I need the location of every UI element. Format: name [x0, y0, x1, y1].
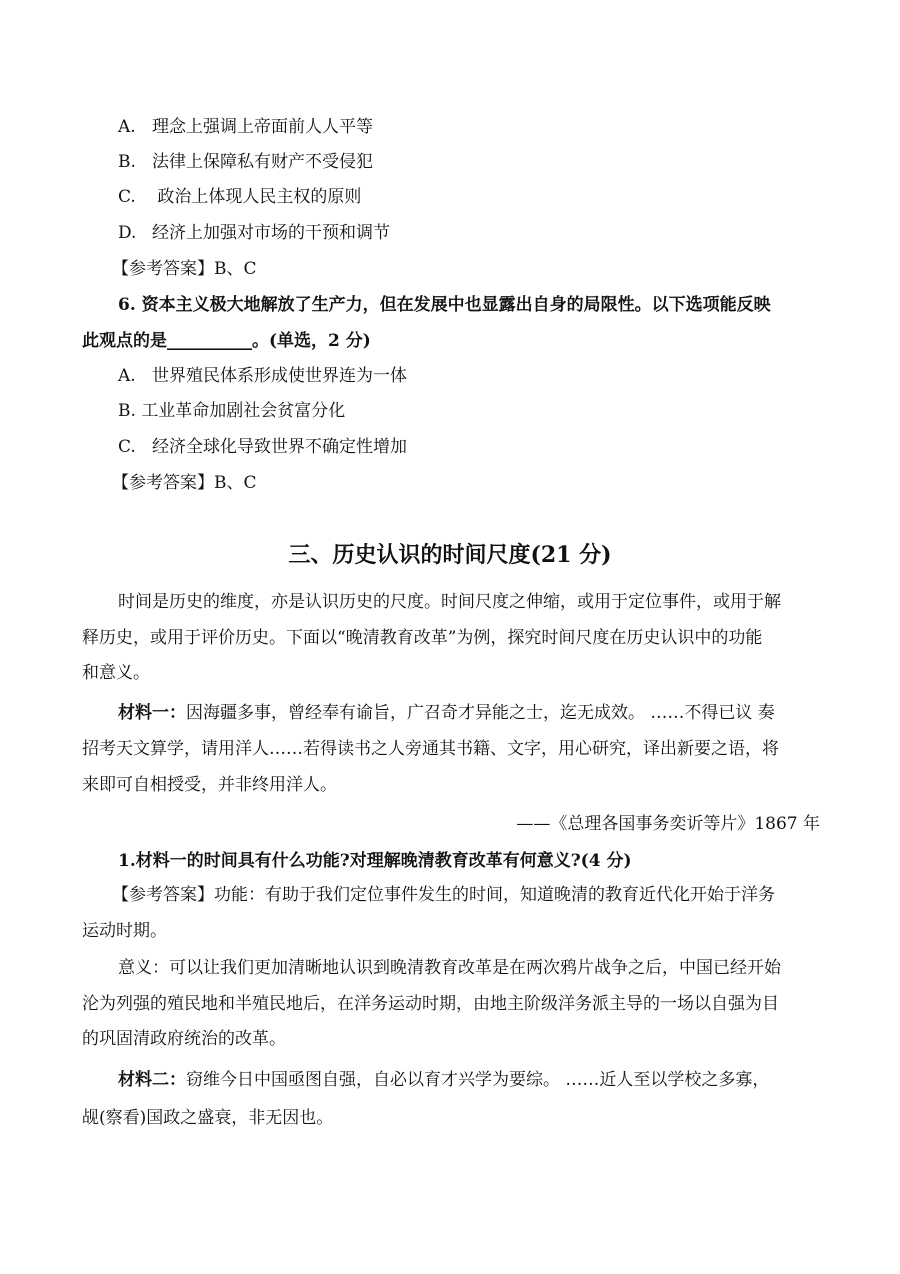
intro-line-3: 和意义。	[82, 663, 150, 683]
q6-stem-line1: 6. 资本主义极大地解放了生产力，但在发展中也显露出自身的局限性。以下选项能反映	[118, 295, 771, 315]
q5-option-b	[118, 150, 373, 174]
material2-line2: 觇(察看)国政之盛衰，非无因也。	[82, 1108, 334, 1128]
option-letter: C.	[118, 187, 136, 207]
q6-option-c	[118, 435, 407, 459]
material1-source: ——《总理各国事务奕䜣等片》1867 年	[516, 814, 820, 834]
material2-line1	[118, 1068, 769, 1092]
option-text: 经济上加强对市场的干预和调节	[152, 223, 390, 243]
q6-stem-line2: 此观点的是__________。(单选，2 分)	[82, 331, 371, 351]
option-letter: C.	[118, 437, 136, 457]
intro-line-1: 时间是历史的维度，亦是认识历史的尺度。时间尺度之伸缩，或用于定位事件，或用于解	[118, 592, 781, 612]
option-text: 世界殖民体系形成使世界连为一体	[152, 366, 407, 386]
q5-option-c	[118, 185, 361, 209]
answer-tag: 【参考答案】	[112, 473, 214, 493]
section-title: 三、历史认识的时间尺度(21 分)	[288, 542, 612, 568]
material1-line3: 来即可自相授受，并非终用洋人。	[82, 775, 337, 795]
q6-answer	[112, 471, 257, 495]
option-letter: B.	[118, 152, 136, 172]
answer1-meaning-line2: 沦为列强的殖民地和半殖民地后，在洋务运动时期，由地主阶级洋务派主导的一场以自强为目	[82, 994, 779, 1014]
q6-option-a	[118, 364, 407, 388]
option-text: 法律上保障私有财产不受侵犯	[152, 152, 373, 172]
answer-value: B、C	[214, 259, 257, 279]
material1-text: 因海疆多事，曾经奉有谕旨，广召奇才异能之士，迄无成效。 ……不得已议 奏	[186, 703, 775, 723]
answer1-line2: 运动时期。	[82, 921, 167, 941]
material1-label: 材料一：	[118, 703, 186, 723]
option-letter: D.	[118, 223, 137, 243]
q5-option-a	[118, 115, 373, 139]
intro-line-2: 释历史，或用于评价历史。下面以“晚清教育改革”为例，探究时间尺度在历史认识中的功能	[82, 628, 763, 648]
q5-option-d	[118, 221, 390, 245]
option-letter: A.	[118, 366, 136, 386]
material2-text: 窃维今日中国亟图自强，自必以育才兴学为要综。 ……近人至以学校之多寡，	[186, 1070, 770, 1090]
q5-answer	[112, 257, 257, 281]
option-text: 工业革命加剧社会贫富分化	[141, 401, 346, 421]
answer1-line1	[112, 883, 775, 907]
answer-tag: 【参考答案】	[112, 885, 214, 905]
option-text: 理念上强调上帝面前人人平等	[152, 117, 373, 137]
material1-line2: 招考天文算学，请用洋人……若得读书之人旁通其书籍、文字，用心研究，译出新要之语，将	[82, 739, 779, 759]
option-text: 政治上体现人民主权的原则	[152, 187, 362, 207]
question1: 1.材料一的时间具有什么功能?对理解晚清教育改革有何意义?(4 分)	[118, 851, 632, 871]
material2-label: 材料二：	[118, 1070, 186, 1090]
q6-option-b	[118, 399, 345, 423]
answer1-text: 功能：有助于我们定位事件发生的时间，知道晚清的教育近代化开始于洋务	[214, 885, 775, 905]
option-letter: A.	[118, 117, 136, 137]
answer1-meaning-line3: 的巩固清政府统治的改革。	[82, 1029, 286, 1049]
option-text: 经济全球化导致世界不确定性增加	[152, 437, 407, 457]
option-letter: B.	[118, 401, 136, 421]
answer-tag: 【参考答案】	[112, 259, 214, 279]
answer-value: B、C	[214, 473, 257, 493]
material1-line1	[118, 701, 775, 725]
answer1-meaning-line1: 意义：可以让我们更加清晰地认识到晚清教育改革是在两次鸦片战争之后，中国已经开始	[118, 958, 781, 978]
